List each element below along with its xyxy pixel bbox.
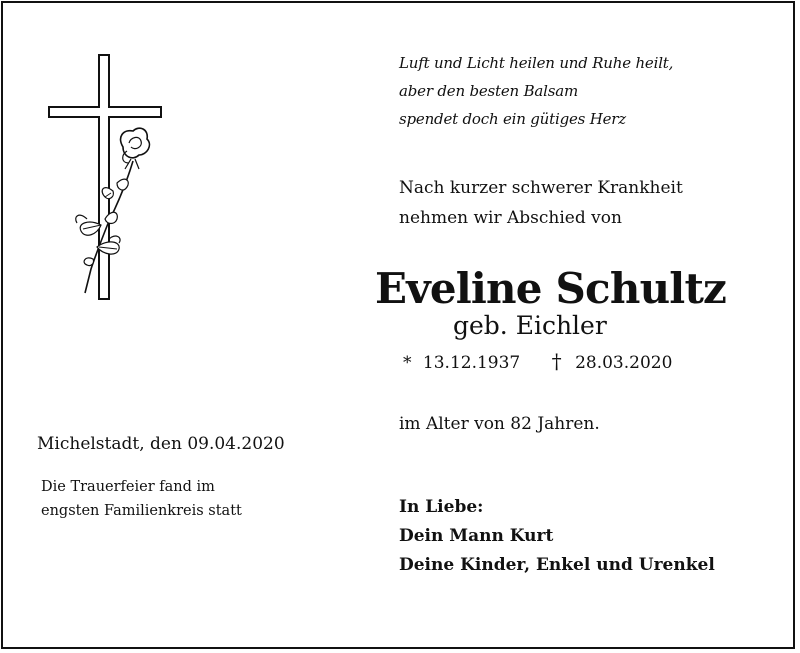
- intro-line-1: Nach kurzer schwerer Krankheit: [399, 178, 683, 198]
- life-dates: [403, 347, 672, 377]
- funeral-note: [41, 475, 242, 523]
- mourners-block: [399, 493, 715, 580]
- birth-date: 13.12.1937: [422, 353, 521, 373]
- age-text: im Alter von 82 Jahren.: [399, 414, 600, 434]
- intro-line-2: nehmen wir Abschied von: [399, 208, 622, 228]
- birth-name: geb. Eichler: [453, 311, 607, 340]
- motto-line-1: Luft und Licht heilen und Ruhe heilt,: [399, 54, 674, 72]
- mourner-line-1: Dein Mann Kurt: [399, 526, 554, 546]
- mourner-line-2: Deine Kinder, Enkel und Urenkel: [399, 555, 715, 575]
- funeral-line-1: Die Trauerfeier fand im: [41, 479, 215, 495]
- place-and-date: Michelstadt, den 09.04.2020: [37, 434, 285, 454]
- mourners-heading: In Liebe:: [399, 497, 484, 517]
- funeral-line-2: engsten Familienkreis statt: [41, 503, 242, 519]
- dagger-icon: †: [551, 349, 562, 373]
- motto-line-2: aber den besten Balsam: [399, 82, 579, 100]
- motto-quote: [399, 49, 673, 133]
- birth-star-icon: *: [403, 353, 412, 373]
- announcement-intro: [399, 173, 683, 233]
- motto-line-3: spendet doch ein gütiges Herz: [399, 110, 626, 128]
- death-date: 28.03.2020: [575, 353, 673, 373]
- obituary-notice: [1, 1, 795, 649]
- deceased-name: Eveline Schultz: [375, 264, 727, 313]
- cross-with-rose-icon: [47, 51, 167, 303]
